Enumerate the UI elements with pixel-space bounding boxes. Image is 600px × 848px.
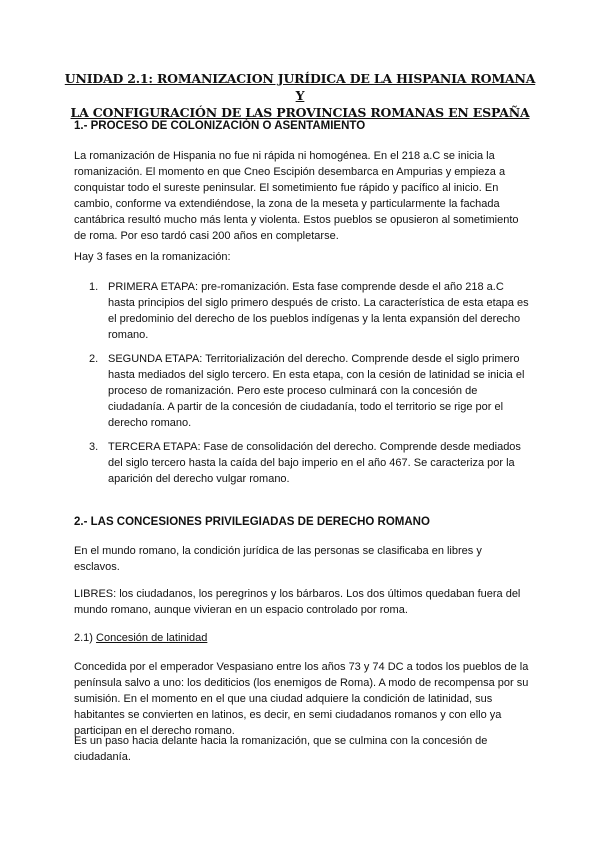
list-item-1 (89, 279, 530, 343)
list-item-text: SEGUNDA ETAPA: Territorialización del derecho. Comprende desde el siglo primero hasta mediados del siglo tercero. En esta etapa, con la cesión de latinidad se inicia el proceso de romanización. Pero este proceso culminará con la concesión de ciudadanía. A partir de la concesión de ciudadanía, todo el territorio se rige por el derecho romano. (108, 353, 525, 429)
subsection-title: Concesión de latinidad (96, 632, 208, 644)
section-1-heading: 1.- PROCESO DE COLONIZACIÓN O ASENTAMIENTO (74, 120, 366, 132)
section-2-heading: 2.- LAS CONCESIONES PRIVILEGIADAS DE DERECHO ROMANO (74, 516, 430, 528)
section-2-paragraph-1: En el mundo romano, la condición jurídica de las personas se clasificaba en libres y esclavos. (74, 545, 482, 573)
list-item-text: TERCERA ETAPA: Fase de consolidación del derecho. Comprende desde mediados del siglo tercero hasta la caída del bajo imperio en el año 467. Se caracteriza por la aparición del derecho vulgar romano. (108, 441, 521, 485)
list-item-number: 3. (89, 441, 99, 453)
section-1-paragraph-1: La romanización de Hispania no fue ni rápida ni homogénea. En el 218 a.C se inicia la romanización. El momento en que Cneo Escipión desembarca en Ampurias y empieza a conquistar todo el sureste peninsular. El sometimiento fue rápido y pacífico al inicio. En cambio, conforme va extendiéndose, la zona de la meseta y particularmente la fachada cantábrica resultó mucho más lenta y violenta. Estos pueblos se opusieron al sometimiento de roma. Por eso tardó casi 200 años en completarse. (74, 150, 519, 242)
list-item-number: 1. (89, 281, 99, 293)
document-title (60, 70, 540, 121)
title-line-2: LA CONFIGURACIÓN DE LAS PROVINCIAS ROMANAS EN ESPAÑA (70, 105, 530, 120)
section-1-paragraph-2: Hay 3 fases en la romanización: (74, 251, 231, 263)
section-2-paragraph-4: Es un paso hacia delante hacia la romanización, que se culmina con la concesión de ciudadanía. (74, 735, 488, 763)
section-2-paragraph-3: Concedida por el emperador Vespasiano entre los años 73 y 74 DC a todos los pueblos de la península salvo a uno: los dediticios (los enemigos de Roma). A modo de recompensa por su sumisión. En el momento en el que una ciudad adquiere la condición de latinidad, sus habitantes se convierten en latinos, es decir, en semi ciudadanos romanos y con ello ya participan en el derecho romano. (74, 661, 529, 737)
subsection-number: 2.1) (74, 632, 93, 644)
list-item-3 (89, 439, 530, 487)
list-item-number: 2. (89, 353, 99, 365)
title-line-1: UNIDAD 2.1: ROMANIZACION JURÍDICA DE LA HISPANIA ROMANA Y (64, 71, 536, 103)
subsection-2-1-heading (74, 630, 530, 646)
section-2-paragraph-2: LIBRES: los ciudadanos, los peregrinos y los bárbaros. Los dos últimos quedaban fuera del mundo romano, aunque vivieran en un espacio controlado por roma. (74, 588, 521, 616)
list-item-2 (89, 351, 530, 431)
list-item-text: PRIMERA ETAPA: pre-romanización. Esta fase comprende desde el año 218 a.C hasta principios del siglo primero después de cristo. La característica de esta etapa es el predominio del derecho de los pueblos indígenas y la lenta expansión del derecho romano. (108, 281, 529, 341)
